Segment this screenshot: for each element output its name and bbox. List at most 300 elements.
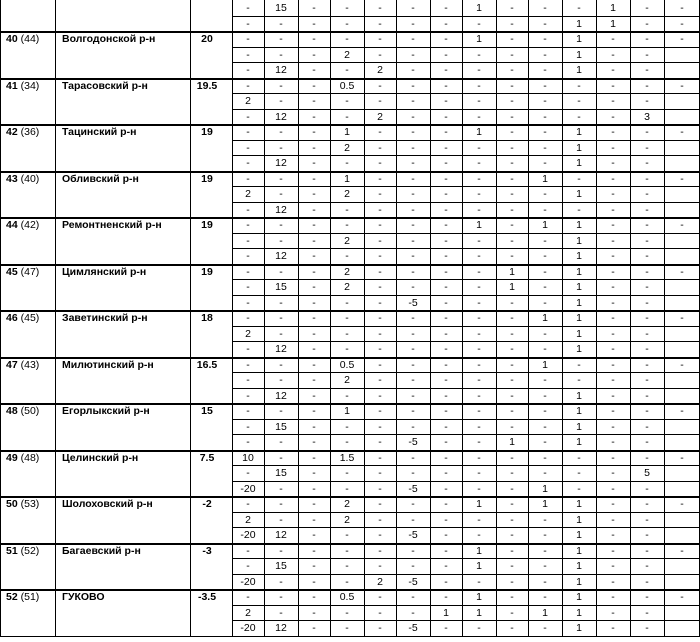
value-cell: -	[444, 141, 448, 154]
value-cell: -	[279, 374, 283, 386]
value-cell: -	[444, 498, 448, 510]
value-cell: -	[411, 281, 415, 293]
rank-number: 45	[6, 265, 18, 278]
value-cell: -	[510, 374, 514, 386]
value-cell: -	[378, 560, 382, 572]
value-cell: -	[611, 265, 615, 278]
value-cell: -	[611, 312, 615, 324]
value-cell: 1	[576, 513, 582, 526]
value-cell: 1	[576, 188, 582, 200]
value-cell: -	[444, 575, 448, 588]
value-cell: -	[543, 343, 547, 355]
value-cell: 1	[344, 172, 350, 185]
value-cell: -	[611, 560, 615, 572]
value-cell: -	[510, 219, 514, 231]
value-cell: -	[477, 467, 481, 479]
value-cell: -	[611, 172, 615, 185]
value-cell: -	[378, 467, 382, 479]
value-cell: -	[645, 281, 649, 293]
value-cell: -	[477, 234, 481, 247]
value-cell: -	[246, 2, 250, 14]
value-cell: -	[577, 467, 581, 479]
district-name: Ремонтненский р-н	[62, 219, 162, 231]
value-cell: -	[312, 157, 316, 169]
value-cell: 1	[509, 436, 515, 448]
value-cell: -	[645, 312, 649, 324]
value-cell: -	[345, 312, 349, 324]
value-cell: 1	[542, 172, 548, 185]
value-cell: -	[611, 498, 615, 510]
value-cell: 0.5	[339, 79, 355, 92]
value-cell: -	[645, 296, 649, 309]
value-cell: -	[345, 467, 349, 479]
value-cell: -	[411, 157, 415, 169]
value-cell: -	[279, 358, 283, 371]
value-cell: -	[510, 312, 514, 324]
rank-cell	[6, 592, 39, 603]
value-cell: -	[411, 203, 415, 216]
value-cell: -	[577, 482, 581, 495]
value-cell: -	[680, 79, 684, 92]
value-cell: -	[345, 64, 349, 76]
value-cell: -5	[408, 296, 418, 309]
value-cell: -20	[240, 482, 256, 495]
value-cell: -	[444, 172, 448, 185]
value-cell: 1	[476, 606, 482, 619]
value-cell: -	[345, 95, 349, 107]
previous-rank: (52)	[20, 544, 40, 557]
value-cell: -	[345, 544, 349, 557]
value-cell: -	[279, 48, 283, 61]
value-cell: -	[345, 575, 349, 588]
value-cell: -	[345, 420, 349, 433]
value-cell: -	[510, 622, 514, 634]
value-cell: -	[246, 250, 250, 262]
value-cell: -	[345, 296, 349, 309]
rank-cell	[6, 34, 39, 45]
rank-number: 43	[6, 172, 18, 185]
value-cell: -	[543, 560, 547, 572]
value-cell: -	[312, 622, 316, 634]
value-cell: -	[577, 451, 581, 464]
value-cell: -	[345, 250, 349, 262]
value-cell: -	[411, 467, 415, 479]
value-cell: -	[444, 17, 448, 30]
value-cell: -	[611, 544, 615, 557]
value-cell: -	[477, 451, 481, 464]
value-cell: -	[611, 467, 615, 479]
value-cell: -	[645, 64, 649, 76]
value-cell: -	[543, 141, 547, 154]
value-cell: -	[345, 110, 349, 123]
value-cell: -	[510, 250, 514, 262]
value-cell: -	[680, 126, 684, 138]
value-cell: -	[312, 420, 316, 433]
value-cell: 2	[344, 498, 350, 510]
value-cell: -	[543, 281, 547, 293]
value-cell: -	[246, 312, 250, 324]
value-cell: -	[312, 172, 316, 185]
value-cell: -	[477, 203, 481, 216]
value-cell: -	[510, 48, 514, 61]
value-cell: -	[444, 219, 448, 231]
value-cell: -	[680, 498, 684, 510]
value-cell: -	[411, 126, 415, 138]
value-cell: -	[378, 203, 382, 216]
value-cell: -	[611, 296, 615, 309]
value-cell: -	[477, 575, 481, 588]
value-cell: 1	[576, 436, 582, 448]
value-cell: -	[510, 498, 514, 510]
value-cell: -	[543, 95, 547, 107]
rank-number: 48	[6, 405, 18, 417]
value-cell: 1	[576, 33, 582, 45]
column-divider	[396, 0, 397, 637]
value-cell: -	[411, 219, 415, 231]
value-cell: -	[611, 420, 615, 433]
value-cell: 1	[610, 2, 616, 14]
value-cell: -	[510, 420, 514, 433]
value-cell: -	[345, 482, 349, 495]
value-cell: -	[345, 436, 349, 448]
value-cell: -	[645, 451, 649, 464]
rank-number: 49	[6, 451, 18, 464]
rank-number: 46	[6, 312, 18, 324]
value-cell: -	[477, 157, 481, 169]
value-cell: 1	[576, 265, 582, 278]
total-score: 19	[201, 172, 213, 185]
value-cell: -	[543, 79, 547, 92]
value-cell: -	[510, 172, 514, 185]
value-cell: -	[411, 343, 415, 355]
previous-rank: (34)	[20, 79, 40, 92]
value-cell: 1	[576, 327, 582, 340]
value-cell: -	[246, 405, 250, 417]
value-cell: 1	[443, 606, 449, 619]
value-cell: -	[680, 358, 684, 371]
value-cell: -	[611, 141, 615, 154]
value-cell: 0.5	[339, 358, 355, 371]
value-cell: -	[246, 343, 250, 355]
rank-cell	[6, 360, 39, 371]
value-cell: -	[312, 79, 316, 92]
value-cell: -	[378, 79, 382, 92]
value-cell: -	[444, 95, 448, 107]
value-cell: -	[444, 265, 448, 278]
total-score: 19.5	[196, 79, 218, 92]
value-cell: -	[411, 172, 415, 185]
value-cell: 1	[542, 312, 548, 324]
value-cell: -	[411, 64, 415, 76]
value-cell: -	[543, 467, 547, 479]
previous-rank: (36)	[20, 126, 40, 138]
value-cell: -	[411, 250, 415, 262]
value-cell: -	[645, 79, 649, 92]
value-cell: 15	[275, 420, 287, 433]
rank-cell	[6, 174, 39, 185]
value-cell: -	[246, 17, 250, 30]
value-cell: -	[378, 420, 382, 433]
value-cell: -	[510, 33, 514, 45]
value-cell: -	[312, 560, 316, 572]
value-cell: -	[378, 2, 382, 14]
column-divider	[190, 0, 191, 637]
value-cell: 2	[344, 265, 350, 278]
value-cell: -	[611, 234, 615, 247]
value-cell: -	[577, 95, 581, 107]
value-cell: 1	[476, 219, 482, 231]
value-cell: -	[312, 296, 316, 309]
value-cell: -	[477, 389, 481, 402]
district-name: Волгодонской р-н	[62, 33, 156, 45]
value-cell: -	[312, 389, 316, 402]
value-cell: 1	[476, 591, 482, 603]
value-cell: -	[312, 482, 316, 495]
value-cell: 1	[576, 17, 582, 30]
value-cell: -	[378, 141, 382, 154]
value-cell: -	[279, 95, 283, 107]
value-cell: -	[279, 17, 283, 30]
value-cell: -	[312, 126, 316, 138]
value-cell: 1	[576, 544, 582, 557]
value-cell: -	[312, 498, 316, 510]
value-cell: -	[411, 606, 415, 619]
value-cell: 1	[542, 482, 548, 495]
value-cell: -	[611, 436, 615, 448]
value-cell: -	[477, 79, 481, 92]
rank-cell	[6, 81, 39, 92]
value-cell: -	[611, 575, 615, 588]
value-cell: -	[378, 157, 382, 169]
previous-rank: (42)	[20, 219, 40, 231]
value-cell: -5	[408, 482, 418, 495]
total-score: 19	[201, 219, 213, 231]
total-score: 20	[201, 33, 213, 45]
value-cell: -	[312, 250, 316, 262]
value-cell: -	[345, 33, 349, 45]
value-cell: -	[312, 544, 316, 557]
value-cell: -	[611, 513, 615, 526]
value-cell: -	[378, 250, 382, 262]
value-cell: -	[477, 327, 481, 340]
value-cell: -	[477, 95, 481, 107]
value-cell: -	[246, 591, 250, 603]
value-cell: -	[378, 95, 382, 107]
value-cell: 1	[542, 358, 548, 371]
value-cell: 5	[644, 467, 650, 479]
value-cell: -	[312, 17, 316, 30]
rank-number: 41	[6, 79, 18, 92]
rank-cell	[6, 313, 39, 324]
value-cell: -	[378, 451, 382, 464]
value-cell: -	[477, 405, 481, 417]
rank-number: 52	[6, 591, 18, 603]
district-name: Шолоховский р-н	[62, 498, 153, 510]
value-cell: -	[543, 2, 547, 14]
value-cell: -	[543, 389, 547, 402]
value-cell: -	[543, 17, 547, 30]
value-cell: -	[345, 389, 349, 402]
value-cell: -	[477, 17, 481, 30]
value-cell: -	[279, 436, 283, 448]
value-cell: -	[279, 79, 283, 92]
value-cell: -	[510, 327, 514, 340]
value-cell: -	[510, 544, 514, 557]
total-score: -3	[202, 544, 212, 557]
value-cell: -	[378, 606, 382, 619]
value-cell: -	[312, 281, 316, 293]
value-cell: -	[611, 358, 615, 371]
value-cell: -	[477, 141, 481, 154]
value-cell: -	[645, 436, 649, 448]
value-cell: 1	[610, 17, 616, 30]
value-cell: -	[411, 374, 415, 386]
value-cell: -	[444, 482, 448, 495]
value-cell: -20	[240, 622, 256, 634]
value-cell: -	[543, 250, 547, 262]
column-divider	[630, 0, 631, 637]
value-cell: -	[246, 436, 250, 448]
rank-number: 44	[6, 219, 18, 231]
value-cell: -	[543, 529, 547, 541]
value-cell: -	[477, 48, 481, 61]
value-cell: 2	[245, 188, 251, 200]
value-cell: -	[645, 234, 649, 247]
value-cell: -	[345, 560, 349, 572]
value-cell: -	[477, 188, 481, 200]
value-cell: -	[645, 544, 649, 557]
column-divider	[55, 0, 56, 637]
value-cell: 1	[576, 622, 582, 634]
value-cell: 1	[576, 343, 582, 355]
value-cell: -	[645, 327, 649, 340]
value-cell: 1	[542, 219, 548, 231]
value-cell: -	[577, 172, 581, 185]
value-cell: -	[279, 126, 283, 138]
value-cell: -	[645, 343, 649, 355]
value-cell: -	[611, 95, 615, 107]
value-cell: 1	[344, 126, 350, 138]
value-cell: -	[543, 451, 547, 464]
district-name: Тарасовский р-н	[62, 79, 148, 92]
value-cell: -	[680, 405, 684, 417]
value-cell: -	[444, 544, 448, 557]
value-cell: 2	[245, 327, 251, 340]
value-cell: -	[680, 33, 684, 45]
value-cell: 15	[275, 2, 287, 14]
value-cell: -	[246, 172, 250, 185]
previous-rank: (40)	[20, 172, 40, 185]
value-cell: -	[312, 436, 316, 448]
previous-rank: (47)	[20, 265, 40, 278]
value-cell: -	[611, 188, 615, 200]
value-cell: -	[645, 265, 649, 278]
rank-number: 51	[6, 544, 18, 557]
value-cell: -	[444, 529, 448, 541]
value-cell: 1	[576, 234, 582, 247]
value-cell: -	[312, 219, 316, 231]
value-cell: -	[510, 529, 514, 541]
value-cell: -	[444, 126, 448, 138]
column-divider	[462, 0, 463, 637]
value-cell: -	[246, 157, 250, 169]
value-cell: -	[411, 358, 415, 371]
value-cell: -	[645, 188, 649, 200]
value-cell: -	[378, 405, 382, 417]
value-cell: 1.5	[339, 451, 355, 464]
value-cell: -	[543, 33, 547, 45]
value-cell: -	[312, 203, 316, 216]
value-cell: 12	[275, 203, 287, 216]
value-cell: -	[246, 234, 250, 247]
value-cell: -	[444, 64, 448, 76]
value-cell: 1	[576, 48, 582, 61]
value-cell: -	[411, 79, 415, 92]
value-cell: -	[312, 110, 316, 123]
value-cell: 1	[576, 141, 582, 154]
value-cell: -	[477, 529, 481, 541]
value-cell: -	[411, 188, 415, 200]
value-cell: -	[345, 327, 349, 340]
value-cell: -	[378, 234, 382, 247]
value-cell: 3	[644, 110, 650, 123]
value-cell: -	[246, 110, 250, 123]
value-cell: -	[246, 389, 250, 402]
value-cell: -	[611, 157, 615, 169]
value-cell: 1	[576, 591, 582, 603]
value-cell: 1	[476, 2, 482, 14]
total-score: 7.5	[199, 451, 215, 464]
value-cell: -	[378, 436, 382, 448]
value-cell: -	[444, 591, 448, 603]
value-cell: -	[246, 420, 250, 433]
value-cell: -	[543, 327, 547, 340]
district-name: Обливский р-н	[62, 172, 139, 185]
value-cell: -	[645, 358, 649, 371]
row-divider	[0, 636, 700, 637]
value-cell: 2	[344, 513, 350, 526]
value-cell: -	[246, 126, 250, 138]
value-cell: -	[411, 498, 415, 510]
value-cell: -	[378, 33, 382, 45]
value-cell: -	[510, 126, 514, 138]
value-cell: -	[345, 343, 349, 355]
value-cell: -	[611, 529, 615, 541]
value-cell: -	[411, 327, 415, 340]
value-cell: -	[345, 219, 349, 231]
value-cell: 1	[476, 498, 482, 510]
value-cell: -	[378, 48, 382, 61]
value-cell: 2	[245, 606, 251, 619]
value-cell: -	[444, 33, 448, 45]
value-cell: -	[246, 498, 250, 510]
value-cell: -	[680, 265, 684, 278]
value-cell: -	[543, 188, 547, 200]
value-cell: -	[645, 2, 649, 14]
value-cell: -	[645, 622, 649, 634]
previous-rank: (50)	[20, 405, 40, 417]
value-cell: -	[611, 482, 615, 495]
value-cell: -	[378, 312, 382, 324]
value-cell: -	[645, 219, 649, 231]
value-cell: -	[246, 374, 250, 386]
column-divider	[496, 0, 497, 637]
value-cell: -	[444, 79, 448, 92]
value-cell: -	[279, 405, 283, 417]
value-cell: -	[543, 622, 547, 634]
value-cell: -5	[408, 575, 418, 588]
value-cell: 1	[344, 405, 350, 417]
